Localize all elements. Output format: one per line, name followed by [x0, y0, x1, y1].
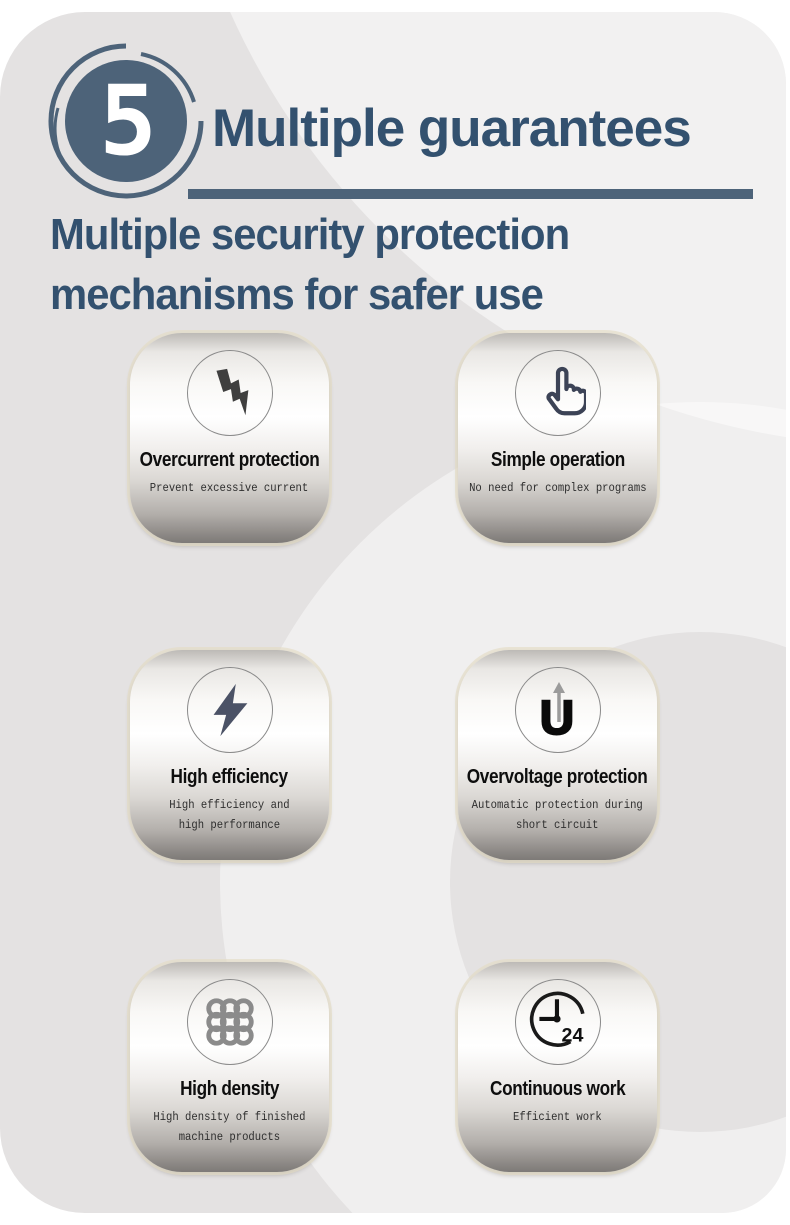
overvoltage-u-arrow-icon — [528, 680, 588, 740]
overcurrent-bolt-icon — [201, 364, 259, 422]
card-desc-line: machine products — [178, 1130, 281, 1145]
clock-24-label: 24 — [561, 1024, 583, 1047]
card-desc-line: Automatic protection during — [471, 798, 644, 812]
page-title: Multiple guarantees — [212, 99, 691, 158]
card-title: Simple operation — [490, 449, 625, 471]
feature-card — [458, 333, 657, 543]
card-desc — [150, 478, 308, 498]
title-underline-bar — [188, 189, 753, 199]
card-title: High efficiency — [170, 766, 289, 788]
feature-card — [458, 962, 657, 1172]
subtitle-line-2: mechanisms for safer use — [50, 269, 543, 319]
card-desc-line: Efficient work — [513, 1110, 602, 1124]
badge-number: 5 — [99, 65, 157, 177]
feature-card — [458, 650, 657, 860]
icon-circle — [515, 979, 601, 1065]
card-title: Overvoltage protection — [467, 766, 648, 788]
card-desc — [169, 795, 289, 836]
card-desc-line: High efficiency and — [169, 798, 290, 812]
card-desc-line: No need for complex programs — [468, 481, 647, 495]
number-badge-icon — [44, 38, 214, 208]
card-title: High density — [179, 1078, 280, 1100]
card-desc — [472, 795, 643, 836]
card-desc — [153, 1107, 305, 1148]
card-title: Continuous work — [489, 1078, 626, 1100]
feature-card — [130, 962, 329, 1172]
card-desc — [469, 478, 646, 498]
feature-card — [130, 333, 329, 543]
clock-24-icon — [527, 991, 589, 1053]
card-desc-line: high performance — [178, 818, 281, 833]
icon-circle — [515, 350, 601, 436]
card-desc — [513, 1107, 602, 1127]
page-subtitle — [50, 205, 569, 325]
card-title: Overcurrent protection — [139, 449, 320, 471]
feature-card — [130, 650, 329, 860]
click-hand-icon — [530, 361, 586, 425]
card-desc-line: High density of finished — [153, 1110, 306, 1124]
overvoltage-letter: U — [539, 692, 574, 740]
icon-circle — [187, 350, 273, 436]
lightning-bolt-icon — [201, 681, 259, 739]
icon-circle — [187, 979, 273, 1065]
card-desc-line: short circuit — [516, 818, 599, 833]
icon-circle — [187, 667, 273, 753]
card-desc-line: Prevent excessive current — [150, 481, 309, 495]
icon-circle — [515, 667, 601, 753]
background-panel — [0, 12, 786, 1213]
density-grid-icon — [201, 993, 259, 1051]
subtitle-line-1: Multiple security protection — [50, 210, 570, 259]
